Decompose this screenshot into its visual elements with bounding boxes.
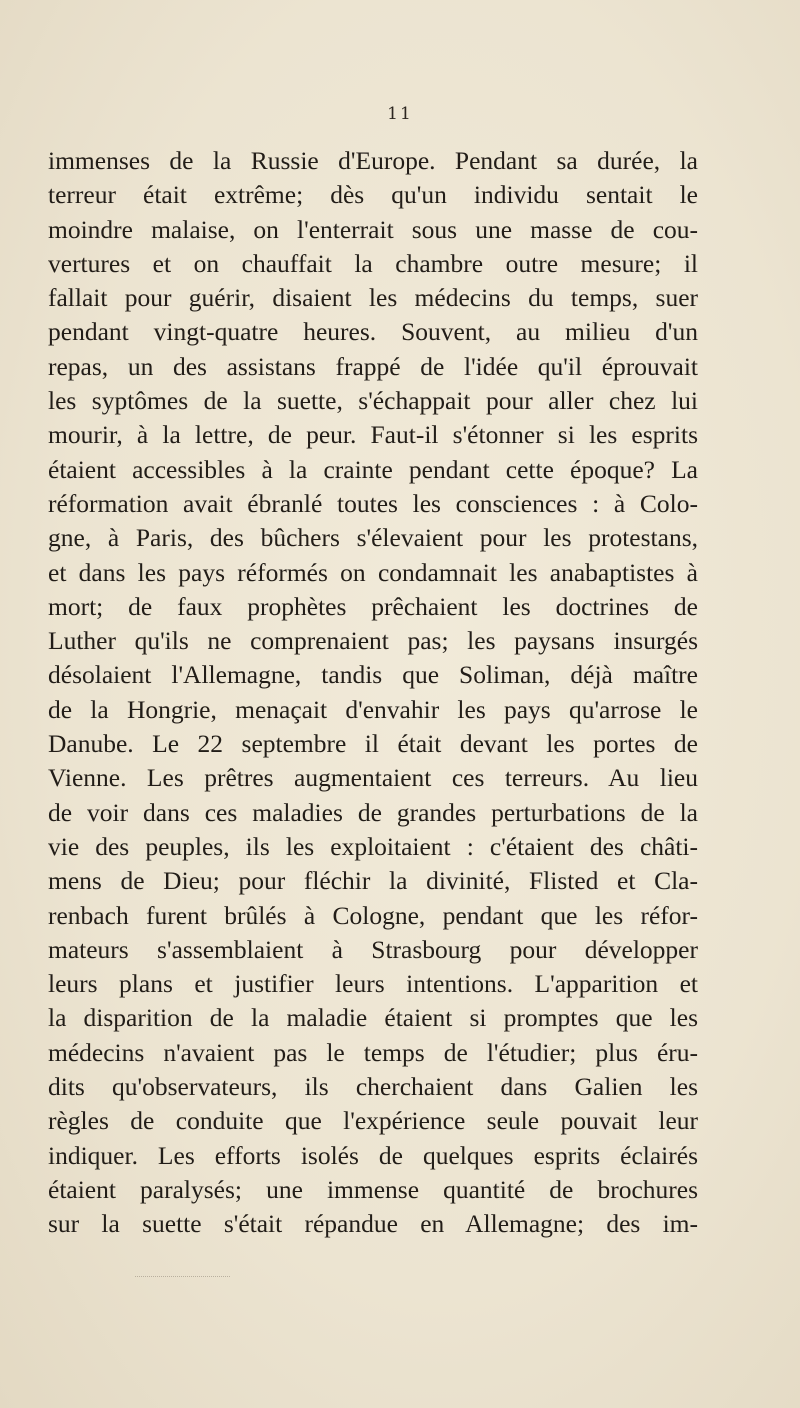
text-line: dits qu'observateurs, ils cherchaient dans Galien les <box>48 1072 698 1102</box>
text-line: moindre malaise, on l'enterrait sous une masse de cou- <box>48 214 698 244</box>
text-line: vertures et on chauffait la chambre outre mesure; il <box>48 248 698 278</box>
text-line: pendant vingt-quatre heures. Souvent, au milieu d'un <box>48 317 698 347</box>
page-number: 11 <box>387 104 413 124</box>
text-line: indiquer. Les efforts isolés de quelques esprits éclairés <box>48 1140 698 1170</box>
text-line: la disparition de la maladie étaient si promptes que les <box>48 1003 698 1033</box>
text-line: désolaient l'Allemagne, tandis que Soliman, déjà maître <box>48 660 698 690</box>
text-line: les syptômes de la suette, s'échappait pour aller chez lui <box>48 386 698 416</box>
text-line: de la Hongrie, menaçait d'envahir les pays qu'arrose le <box>48 694 698 724</box>
text-line: règles de conduite que l'expérience seule pouvait leur <box>48 1106 698 1136</box>
text-line: fallait pour guérir, disaient les médecins du temps, suer <box>48 283 698 313</box>
text-line: Danube. Le 22 septembre il était devant les portes de <box>48 729 698 759</box>
text-line: mourir, à la lettre, de peur. Faut-il s'étonner si les esprits <box>48 420 698 450</box>
text-line: étaient accessibles à la crainte pendant cette époque? La <box>48 454 698 484</box>
text-line: leurs plans et justifier leurs intentions. L'apparition et <box>48 969 698 999</box>
text-line: gne, à Paris, des bûchers s'élevaient pour les protestans, <box>48 523 698 553</box>
text-line: Vienne. Les prêtres augmentaient ces terreurs. Au lieu <box>48 763 698 793</box>
text-line: de voir dans ces maladies de grandes perturbations de la <box>48 797 698 827</box>
text-line: immenses de la Russie d'Europe. Pendant sa durée, la <box>48 146 698 175</box>
text-line: mort; de faux prophètes prêchaient les doctrines de <box>48 591 698 621</box>
text-line: mens de Dieu; pour fléchir la divinité, Flisted et Cla- <box>48 866 698 896</box>
text-line: réformation avait ébranlé toutes les consciences : à Colo- <box>48 488 698 518</box>
text-line: Luther qu'ils ne comprenaient pas; les paysans insurgés <box>48 626 698 656</box>
text-line: médecins n'avaient pas le temps de l'étudier; plus éru- <box>48 1037 698 1067</box>
text-line: terreur était extrême; dès qu'un individu sentait le <box>48 180 698 210</box>
text-line: sur la suette s'était répandue en Allemagne; des im- <box>48 1209 698 1239</box>
text-line: vie des peuples, ils les exploitaient : c'étaient des châti- <box>48 831 698 861</box>
ink-smudge <box>135 1276 230 1280</box>
text-line: et dans les pays réformés on condamnait les anabaptistes à <box>48 557 698 587</box>
text-line: repas, un des assistans frappé de l'idée qu'il éprouvait <box>48 351 698 381</box>
text-line: renbach furent brûlés à Cologne, pendant que les réfor- <box>48 900 698 930</box>
text-line: étaient paralysés; une immense quantité de brochures <box>48 1174 698 1204</box>
text-line: mateurs s'assemblaient à Strasbourg pour développer <box>48 934 698 964</box>
body-text <box>48 144 698 1242</box>
